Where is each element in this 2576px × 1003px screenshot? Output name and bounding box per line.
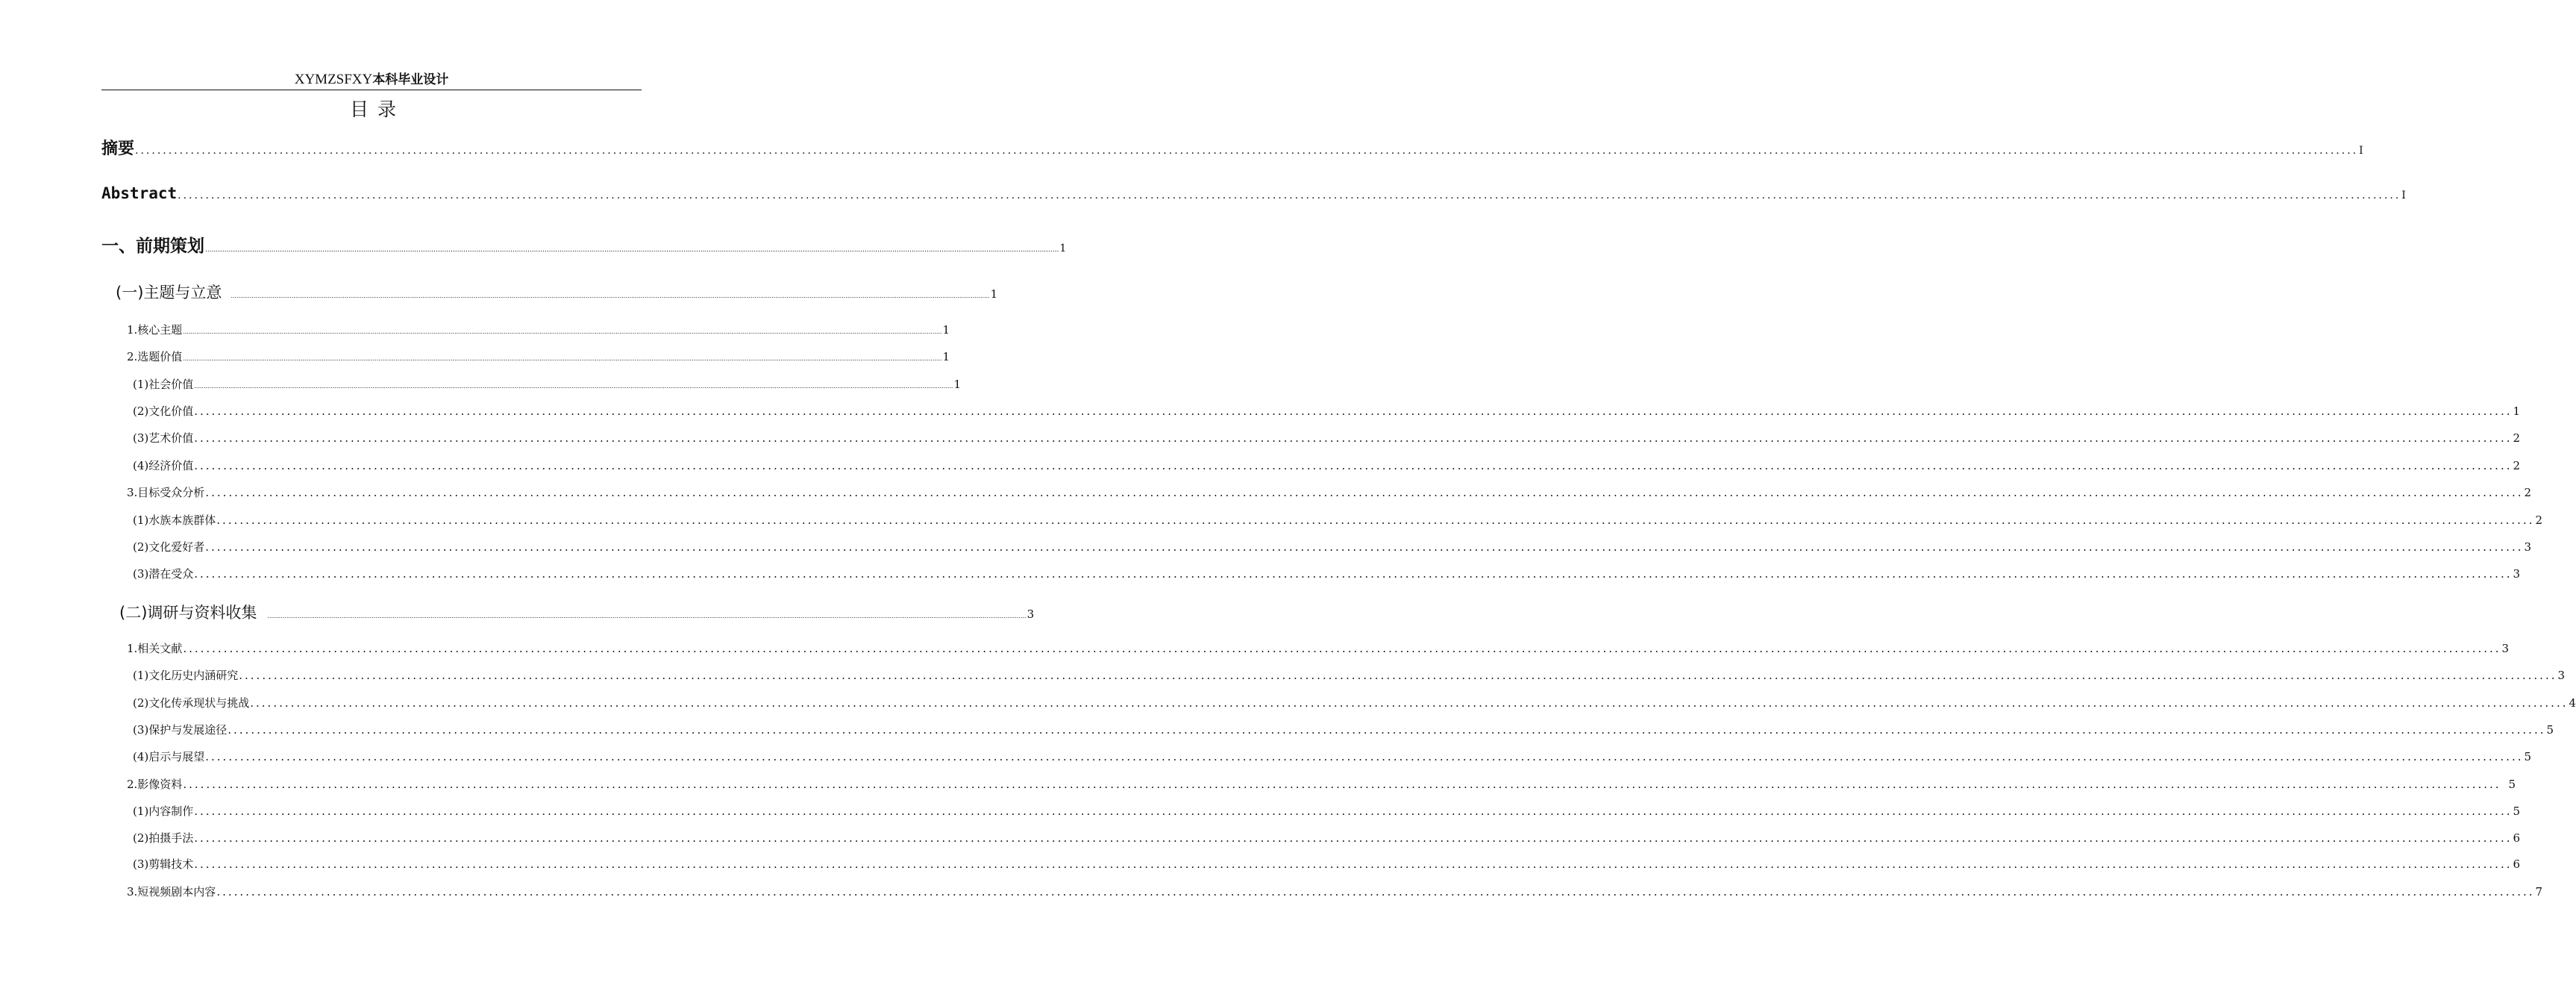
- toc-entry[interactable]: [133, 457, 2521, 473]
- toc-page-number: 5: [2546, 723, 2554, 737]
- toc-entry-chapter-1[interactable]: [101, 232, 1069, 257]
- toc-page-number: I: [2359, 145, 2366, 157]
- toc-entry-text: (1)社会价值: [133, 378, 194, 391]
- toc-page-number: 1: [953, 378, 961, 391]
- toc-entry-text: 2.影像资料: [127, 778, 183, 791]
- toc-entry-abstract-cn[interactable]: [101, 136, 2366, 159]
- toc-page-number: 2: [2535, 513, 2543, 527]
- toc-entry[interactable]: [133, 667, 2566, 683]
- toc-leader-dots: ................................................................................................................................................................................................................................................................................................................................................................................................................: [205, 750, 2524, 763]
- toc-entry-text: 3.短视频剧本内容: [127, 885, 216, 899]
- toc-page-number: 3: [1027, 607, 1035, 621]
- toc-entry-text: Abstract: [101, 184, 178, 202]
- toc-entry-text: 2.选题价值: [127, 350, 183, 363]
- toc-leader-dots: ................................................................................................................................................................................................................................................................................................................................................................................................................: [178, 190, 2401, 201]
- toc-leader-dots: ................................................................................................................................................................................................................................................................................................................................................................................................................: [183, 355, 942, 362]
- toc-page-number: 1: [2513, 404, 2521, 418]
- toc-entry-text: (二)调研与资料收集: [119, 604, 257, 622]
- toc-entry-text: (2)文化传承现状与挑战: [133, 696, 250, 710]
- toc-entry[interactable]: [133, 430, 2521, 446]
- toc-entry[interactable]: [133, 695, 2576, 710]
- toc-leader-dots: ................................................................................................................................................................................................................................................................................................................................................................................................................: [194, 857, 2513, 871]
- toc-entry-text: 3.目标受众分析: [127, 486, 205, 499]
- toc-page-number: 2: [2513, 431, 2521, 445]
- toc-leader-dots: ................................................................................................................................................................................................................................................................................................................................................................................................................: [205, 540, 2524, 554]
- toc-page-number: 3: [2513, 567, 2521, 581]
- toc-leader-dots: ................................................................................................................................................................................................................................................................................................................................................................................................................: [194, 459, 2513, 472]
- toc-entry-text: (3)潜在受众: [133, 567, 194, 581]
- toc-leader-dots: ................................................................................................................................................................................................................................................................................................................................................................................................................: [267, 613, 1027, 619]
- toc-page-number: 4: [2569, 696, 2576, 710]
- toc-page-number: 3: [2501, 642, 2510, 655]
- toc-entry[interactable]: [133, 512, 2543, 528]
- toc-entry-section-2[interactable]: [119, 601, 1035, 623]
- toc-entry[interactable]: [133, 403, 2521, 419]
- toc-entry[interactable]: [127, 484, 2532, 500]
- toc-page-number: 1: [990, 287, 998, 301]
- toc-leader-dots: ................................................................................................................................................................................................................................................................................................................................................................................................................: [135, 145, 2359, 157]
- toc-page-number: 1: [942, 350, 950, 363]
- toc-leader-dots: ................................................................................................................................................................................................................................................................................................................................................................................................................: [216, 513, 2535, 527]
- toc-entry-text: (一)主题与立意: [116, 284, 222, 301]
- toc-entry-text: (2)文化价值: [133, 404, 194, 418]
- toc-entry[interactable]: [133, 749, 2532, 764]
- toc-leader-dots: ................................................................................................................................................................................................................................................................................................................................................................................................................: [205, 246, 1059, 254]
- toc-entry-text: (4)启示与展望: [133, 750, 205, 763]
- toc-page-number: 2: [2524, 486, 2532, 499]
- toc-leader-dots: ................................................................................................................................................................................................................................................................................................................................................................................................................: [205, 486, 2524, 499]
- toc-entry[interactable]: [133, 830, 2521, 846]
- toc-entry-text: (1)文化历史内涵研究: [133, 669, 239, 682]
- toc-page-number: 5: [2508, 778, 2516, 791]
- toc-entry[interactable]: [133, 803, 2521, 819]
- toc-page-number: 5: [2513, 804, 2521, 818]
- header-title: 本科毕业设计: [372, 72, 449, 87]
- toc-page-number: 5: [2524, 750, 2532, 763]
- toc-entry-text: (2)文化爱好者: [133, 540, 205, 554]
- toc-entry-abstract-en[interactable]: [101, 184, 2408, 202]
- toc-leader-dots: ................................................................................................................................................................................................................................................................................................................................................................................................................: [239, 669, 2557, 682]
- toc-leader-dots: ................................................................................................................................................................................................................................................................................................................................................................................................................: [194, 567, 2513, 581]
- toc-entry-text: (1)内容制作: [133, 804, 194, 818]
- page-header: [101, 70, 642, 89]
- toc-entry-text: 1.相关文献: [127, 642, 183, 655]
- toc-leader-dots: ................................................................................................................................................................................................................................................................................................................................................................................................................: [183, 328, 942, 335]
- toc-page-number: 6: [2513, 831, 2521, 845]
- header-code: XYMZSFXY: [294, 72, 373, 87]
- toc-page-number: 3: [2557, 669, 2566, 682]
- toc-entry[interactable]: [133, 566, 2521, 581]
- toc-entry-text: (1)水族本族群体: [133, 513, 216, 527]
- toc-entry[interactable]: [127, 349, 950, 364]
- toc-page-number: 6: [2513, 857, 2521, 871]
- toc-title: 目录: [349, 99, 405, 120]
- toc-entry-text: (2)拍摄手法: [133, 831, 194, 845]
- toc-page-number: 1: [1059, 243, 1069, 254]
- toc-leader-dots: ................................................................................................................................................................................................................................................................................................................................................................................................................: [231, 293, 990, 299]
- toc-page-number: 3: [2524, 540, 2532, 554]
- toc-entry-text: (3)保护与发展途径: [133, 723, 228, 737]
- toc-entry[interactable]: [133, 856, 2521, 872]
- toc-page-number: 1: [942, 323, 950, 337]
- toc-entry-section-1[interactable]: [116, 281, 998, 303]
- toc-leader-dots: ................................................................................................................................................................................................................................................................................................................................................................................................................: [183, 778, 2501, 791]
- toc-leader-dots: ................................................................................................................................................................................................................................................................................................................................................................................................................: [194, 831, 2513, 845]
- toc-entry[interactable]: [127, 640, 2510, 656]
- toc-leader-dots: ................................................................................................................................................................................................................................................................................................................................................................................................................: [250, 696, 2569, 710]
- toc-leader-dots: ................................................................................................................................................................................................................................................................................................................................................................................................................: [194, 431, 2513, 445]
- toc-leader-dots: ................................................................................................................................................................................................................................................................................................................................................................................................................: [194, 383, 953, 390]
- toc-entry-text: 一、前期策划: [101, 237, 204, 256]
- toc-entry[interactable]: [133, 722, 2554, 737]
- toc-page-number: 7: [2535, 885, 2543, 899]
- toc-entry-text: 摘要: [101, 140, 135, 158]
- toc-entry-text: (3)剪辑技术: [133, 857, 194, 871]
- toc-entry-text: (4)经济价值: [133, 459, 194, 472]
- toc-leader-dots: ................................................................................................................................................................................................................................................................................................................................................................................................................: [194, 804, 2513, 818]
- toc-entry[interactable]: [133, 539, 2532, 554]
- toc-entry[interactable]: [127, 322, 950, 337]
- toc-page-number: 2: [2513, 459, 2521, 472]
- toc-entry[interactable]: [127, 884, 2543, 899]
- toc-leader-dots: ................................................................................................................................................................................................................................................................................................................................................................................................................: [183, 642, 2501, 655]
- toc-leader-dots: ................................................................................................................................................................................................................................................................................................................................................................................................................: [228, 723, 2546, 737]
- toc-entry-text: (3)艺术价值: [133, 431, 194, 445]
- toc-entry-text: 1.核心主题: [127, 323, 183, 337]
- toc-leader-dots: ................................................................................................................................................................................................................................................................................................................................................................................................................: [216, 885, 2535, 899]
- toc-entry[interactable]: [133, 376, 961, 392]
- toc-page-number: I: [2401, 190, 2408, 201]
- toc-leader-dots: ................................................................................................................................................................................................................................................................................................................................................................................................................: [194, 404, 2513, 418]
- toc-entry[interactable]: [127, 776, 2516, 792]
